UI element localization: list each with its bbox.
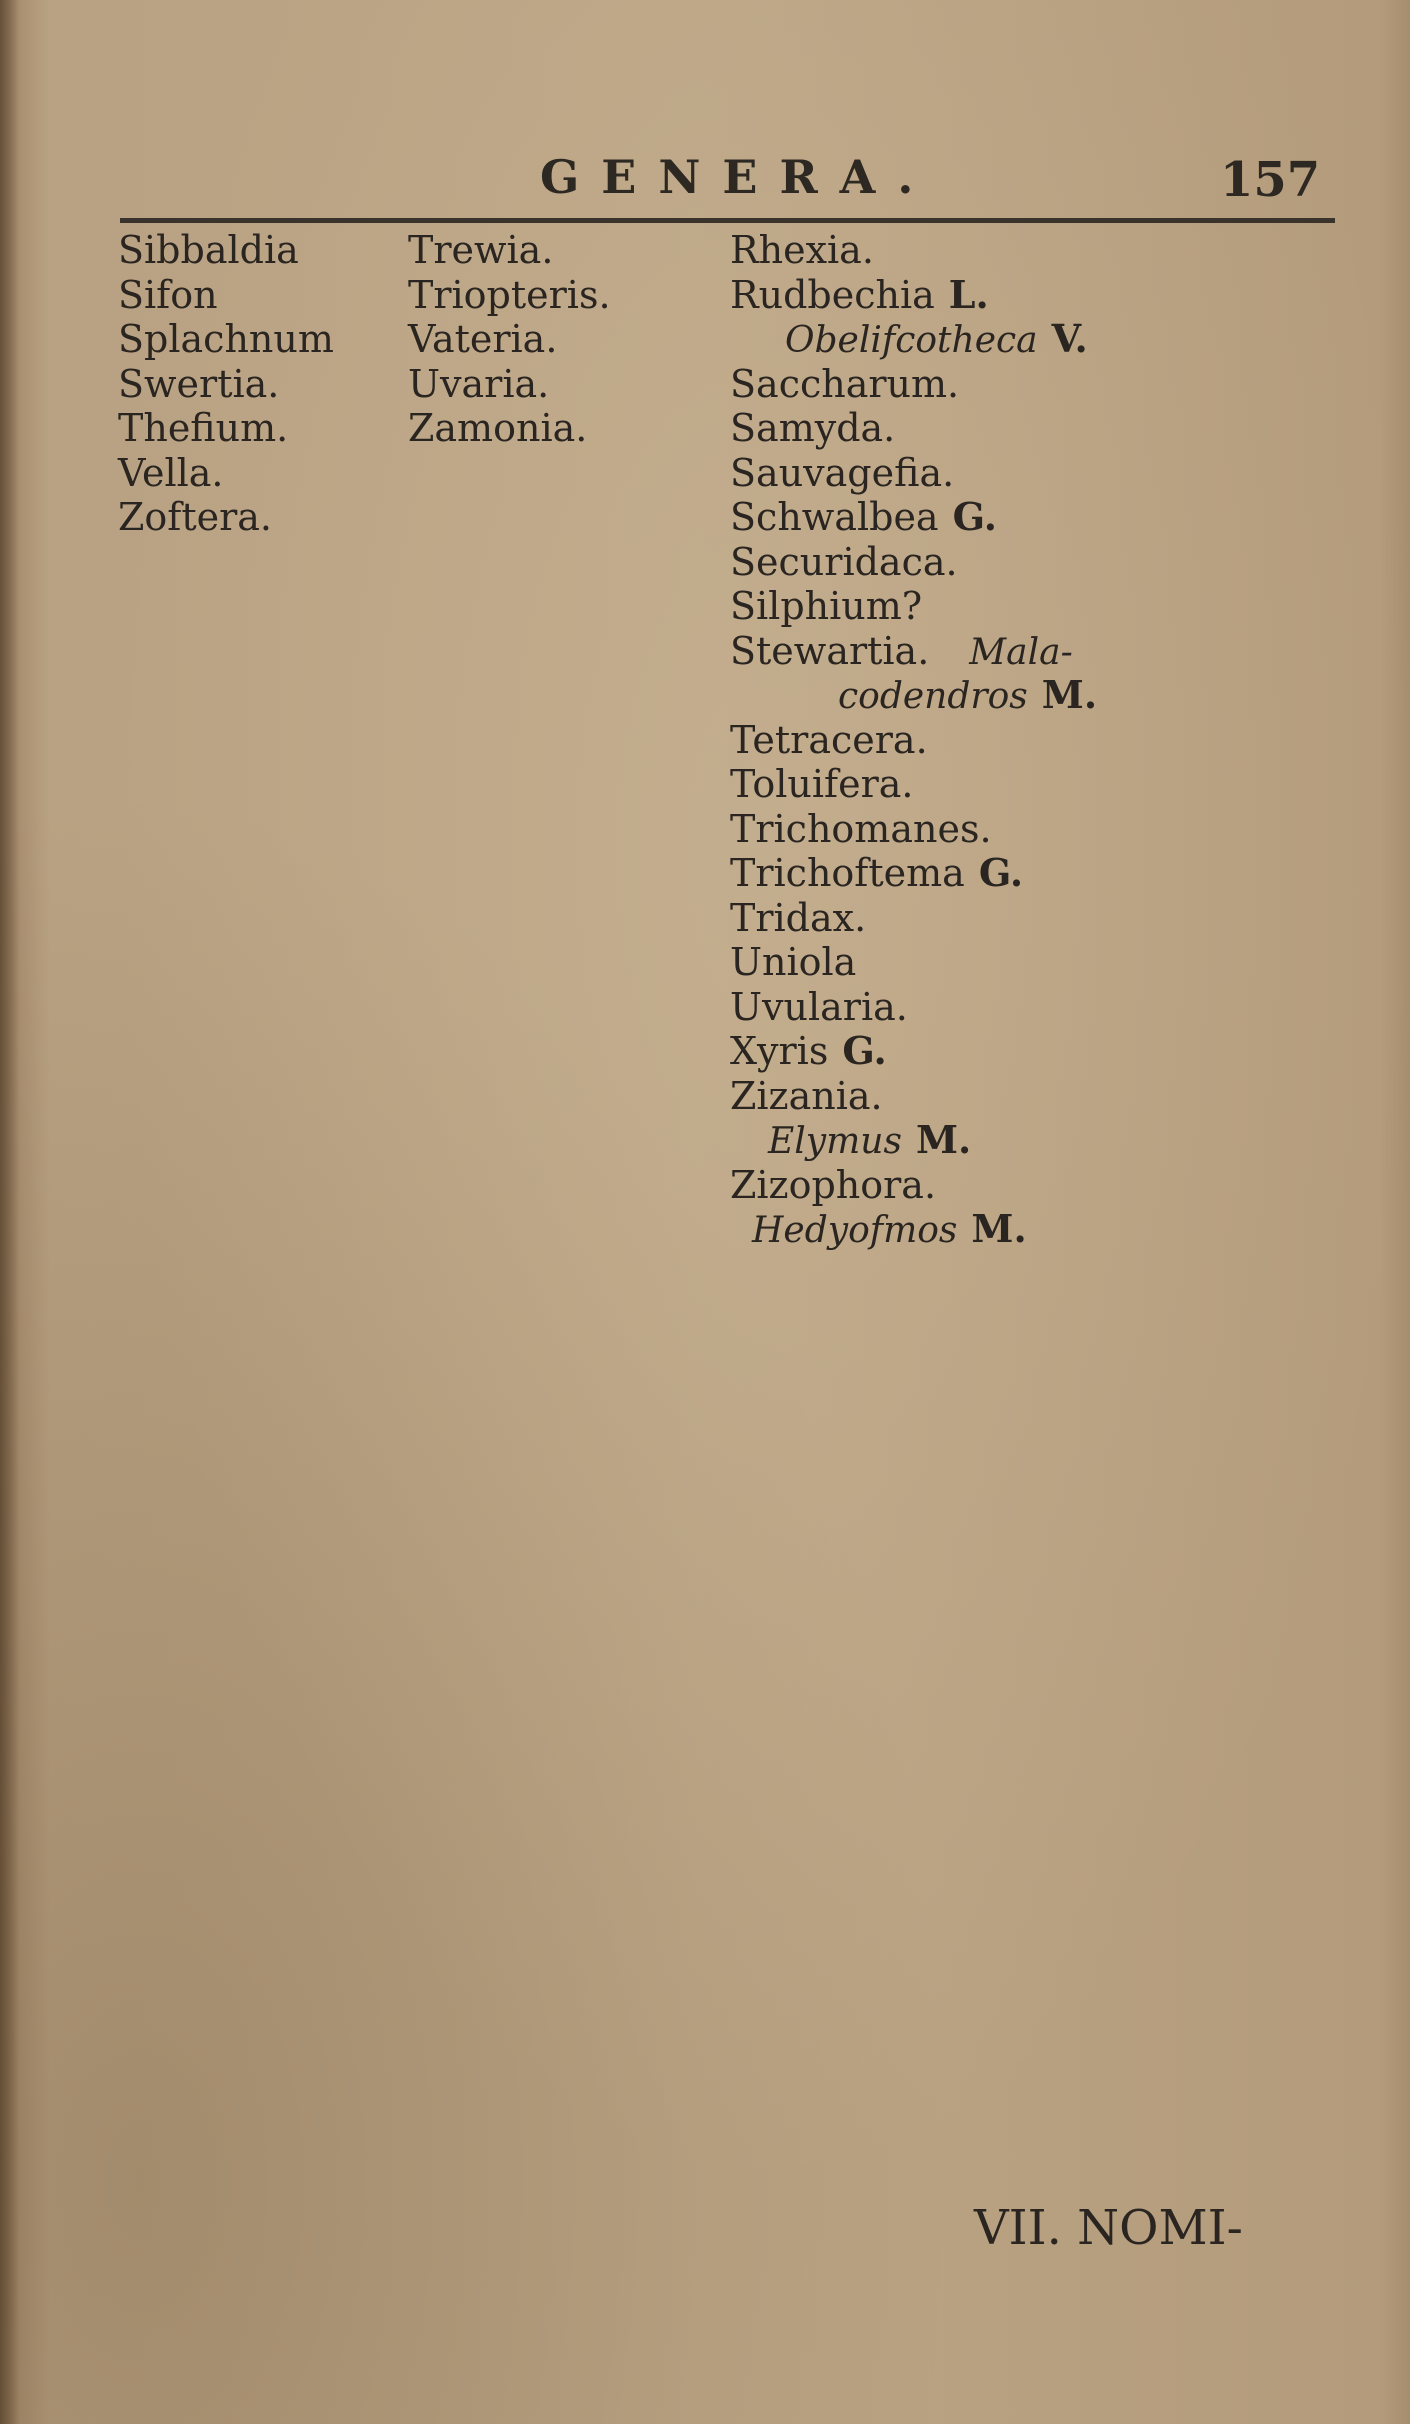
list-item [730,1207,1097,1252]
genera-column-2 [408,228,611,451]
list-item [730,985,1097,1030]
author-abbreviation: M. [915,1117,972,1162]
list-item [118,406,334,451]
list-item [730,762,1097,807]
list-item [730,807,1097,852]
author-abbreviation: G. [952,494,997,539]
genus-name: Rhexia. [730,228,874,272]
list-item [730,673,1097,718]
list-item [730,406,1097,451]
running-head: GENERA. [540,150,936,204]
genus-name: Swertia. [118,361,280,406]
genus-name: Sauvagefia. [730,450,955,495]
genus-name: Sibbaldia [118,228,299,272]
author-abbreviation: L. [948,271,989,317]
synonym-name: Mala- [969,631,1073,673]
genus-name: Zizophora. [730,1162,937,1207]
genus-name: Saccharum. [730,361,960,406]
list-item [730,540,1097,585]
genus-name: Vella. [118,450,224,495]
genus-name: Uvularia. [730,984,908,1029]
genus-name: Samyda. [730,406,896,450]
list-item [730,451,1097,496]
genus-name: Sifon [118,272,218,317]
author-abbreviation: G. [978,850,1024,895]
list-item [730,273,1097,318]
genus-name: Tridax. [730,895,867,940]
author-abbreviation: M. [1041,672,1098,717]
genus-name: Zizania. [730,1073,883,1118]
page-number: 157 [1220,152,1321,208]
list-item [730,584,1097,629]
synonym-name: codendros [838,676,1028,717]
genus-name: Trichoftema [730,851,965,895]
list-item [730,1118,1097,1163]
genus-name: Tetracera. [730,717,928,762]
list-item [730,362,1097,407]
page-spine-shadow [0,0,20,2424]
synonym-name: Elymus [768,1121,902,1162]
author-abbreviation: M. [971,1206,1027,1251]
list-item [118,362,334,407]
list-item [408,317,611,362]
list-item [730,1029,1097,1074]
list-item [730,495,1097,540]
list-item [730,718,1097,763]
list-item [730,228,1097,273]
genus-name: Triopteris. [408,272,611,317]
list-item [730,896,1097,941]
author-abbreviation: G. [842,1028,887,1073]
list-item [118,317,334,362]
genus-name: Schwalbea [730,495,939,539]
genus-name: Stewartia. [730,628,930,673]
list-item [118,273,334,318]
genus-name: Securidaca. [730,539,958,584]
list-item [408,362,611,407]
genus-name: Toluifera. [730,762,914,806]
list-item [730,1163,1097,1208]
author-abbreviation: V. [1051,316,1088,361]
genus-name: Vateria. [408,317,558,361]
genus-name: Rudbechia [730,272,935,317]
genus-name: Splachnum [118,317,334,361]
list-item [118,228,334,273]
catchword: VII. NOMI- [974,2200,1243,2256]
genus-name: Uniola [730,940,857,984]
list-item [118,495,334,540]
list-item [118,451,334,496]
genus-name: Trewia. [408,228,554,272]
synonym-name: Obelifcotheca [785,320,1038,361]
list-item [730,851,1097,896]
genus-name: Trichomanes. [730,806,992,851]
genera-column-3 [730,228,1097,1252]
synonym-name: Hedyofmos [752,1210,958,1251]
genus-name: Xyris [730,1029,829,1073]
list-item [408,273,611,318]
genus-name: Uvaria. [408,361,550,406]
list-item [730,629,1097,674]
list-item [730,940,1097,985]
genus-name: Zamonia. [408,406,588,450]
list-item [408,406,611,451]
list-item [730,317,1097,362]
genus-name: Zoftera. [118,495,273,539]
list-item [730,1074,1097,1119]
genera-column-1 [118,228,334,540]
genus-name: Thefium. [118,406,289,450]
list-item [408,228,611,273]
header-rule [120,218,1335,223]
genus-name: Silphium? [730,584,923,628]
